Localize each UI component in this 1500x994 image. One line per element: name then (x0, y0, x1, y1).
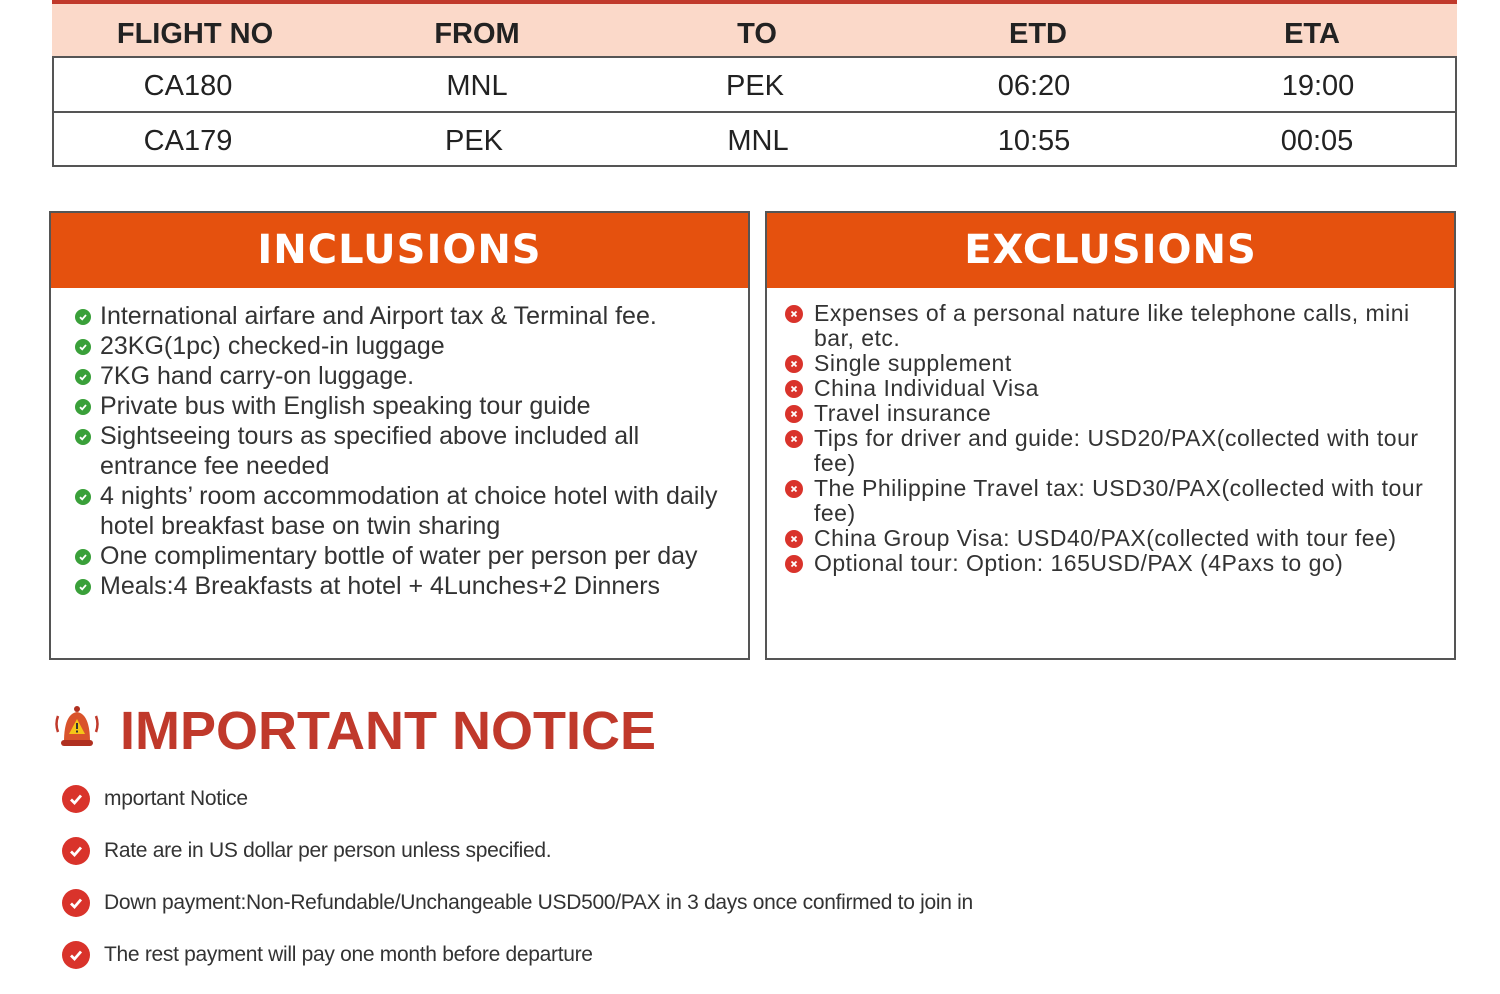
check-icon (75, 549, 91, 565)
col-header-to: TO (737, 18, 777, 50)
check-icon (75, 399, 91, 415)
cross-icon (785, 480, 803, 498)
list-item: 4 nights’ room accommodation at choice hotel with daily hotel breakfast base on twin sharing (75, 481, 735, 541)
cross-icon (785, 380, 803, 398)
cell-from: MNL (446, 70, 508, 102)
list-item: The Philippine Travel tax: USD30/PAX(collected with tour fee) (785, 476, 1445, 526)
cell-from: PEK (444, 125, 504, 157)
exclusions-list (785, 301, 1445, 576)
col-header-flight-no: FLIGHT NO (116, 18, 274, 50)
flight-table-body (52, 56, 1457, 167)
list-item: mportant Notice (62, 784, 973, 836)
cell-etd: 10:55 (997, 125, 1071, 157)
check-icon (75, 489, 91, 505)
cell-to: PEK (725, 70, 785, 102)
check-icon (75, 579, 91, 595)
table-row (54, 111, 1455, 166)
list-item: One complimentary bottle of water per person per day (75, 541, 735, 571)
exclusions-box (765, 211, 1456, 660)
check-icon (62, 889, 90, 917)
list-item: Expenses of a personal nature like telephone calls, mini bar, etc. (785, 301, 1445, 351)
cross-icon (785, 305, 803, 323)
exclusions-title: EXCLUSIONS (767, 213, 1454, 288)
list-item: Rate are in US dollar per person unless specified. (62, 836, 973, 888)
col-header-eta: ETA (1284, 18, 1340, 50)
check-icon (75, 309, 91, 325)
list-item: Optional tour: Option: 165USD/PAX (4Paxs to go) (785, 551, 1445, 576)
check-icon (62, 941, 90, 969)
list-item: 7KG hand carry-on luggage. (75, 361, 735, 391)
list-item: Sightseeing tours as specified above included all entrance fee needed (75, 421, 735, 481)
cell-eta: 19:00 (1281, 70, 1355, 102)
list-item: Private bus with English speaking tour guide (75, 391, 735, 421)
col-header-from: FROM (434, 18, 520, 50)
list-item: The rest payment will pay one month before departure (62, 940, 973, 992)
flight-table-header (52, 0, 1457, 56)
list-item: Travel insurance (785, 401, 1445, 426)
inclusions-list (75, 301, 735, 601)
check-icon (62, 785, 90, 813)
inclusions-title: INCLUSIONS (51, 213, 748, 288)
check-icon (75, 339, 91, 355)
notice-list (62, 784, 973, 992)
list-item: Down payment:Non-Refundable/Unchangeable USD500/PAX in 3 days once confirmed to join in (62, 888, 973, 940)
cell-etd: 06:20 (997, 70, 1071, 102)
check-icon (75, 429, 91, 445)
check-icon (62, 837, 90, 865)
list-item: Meals:4 Breakfasts at hotel + 4Lunches+2 Dinners (75, 571, 735, 601)
alarm-bell-icon (52, 702, 102, 752)
list-item: Tips for driver and guide: USD20/PAX(collected with tour fee) (785, 426, 1445, 476)
cross-icon (785, 355, 803, 373)
list-item: International airfare and Airport tax & Terminal fee. (75, 301, 735, 331)
cross-icon (785, 430, 803, 448)
list-item: China Individual Visa (785, 376, 1445, 401)
list-item: 23KG(1pc) checked-in luggage (75, 331, 735, 361)
list-item: Single supplement (785, 351, 1445, 376)
list-item: China Group Visa: USD40/PAX(collected with tour fee) (785, 526, 1445, 551)
cross-icon (785, 405, 803, 423)
cell-flight-no: CA179 (143, 125, 233, 157)
inclusions-box (49, 211, 750, 660)
check-icon (75, 369, 91, 385)
notice-title: IMPORTANT NOTICE (120, 701, 656, 761)
cell-flight-no: CA180 (143, 70, 233, 102)
cell-to: MNL (727, 125, 789, 157)
col-header-etd: ETD (1009, 18, 1067, 50)
cross-icon (785, 555, 803, 573)
cross-icon (785, 530, 803, 548)
cell-eta: 00:05 (1280, 125, 1354, 157)
table-row (54, 58, 1455, 111)
